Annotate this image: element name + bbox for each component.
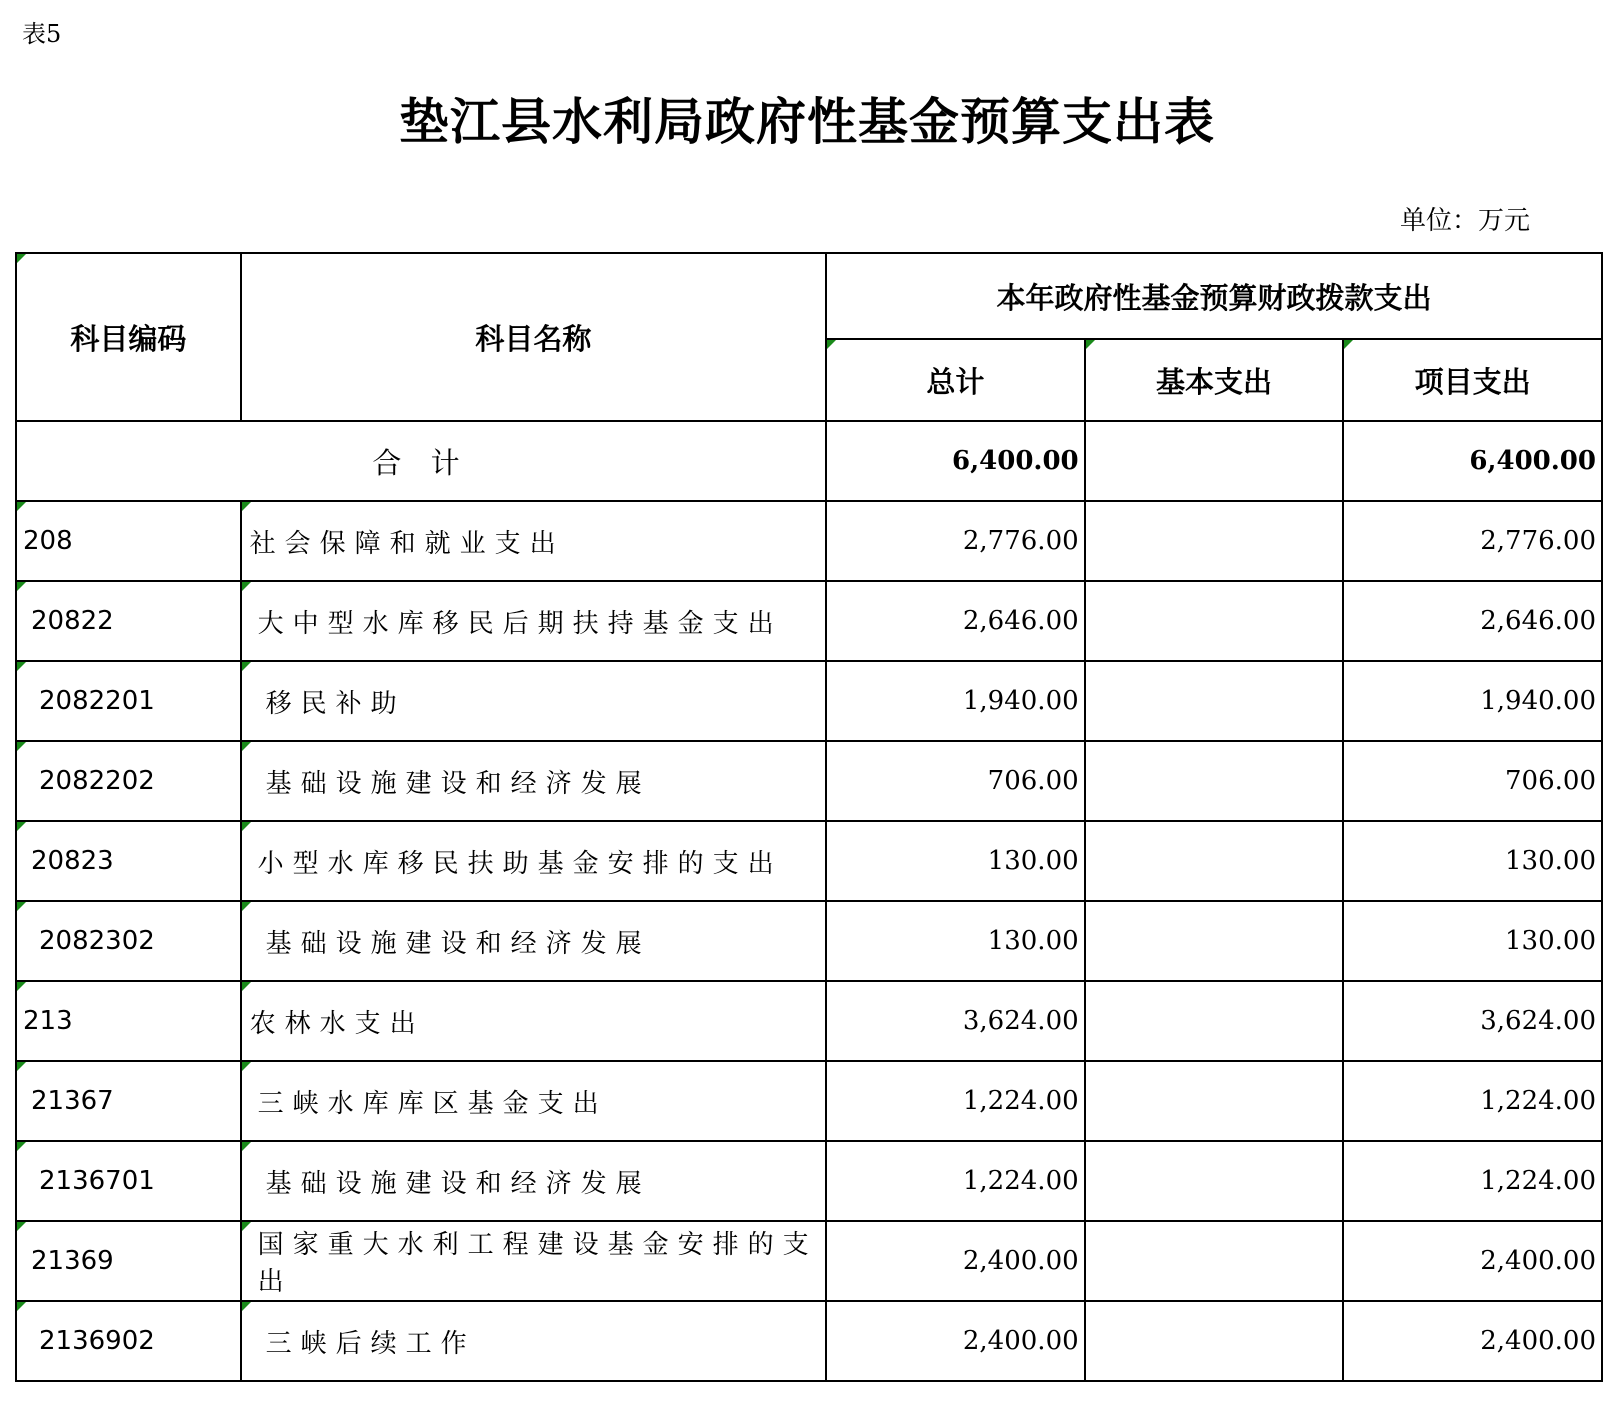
subject-code: 2136902 <box>16 1301 241 1381</box>
table-row <box>16 581 1602 661</box>
amount-total: 706.00 <box>826 741 1085 821</box>
amount-basic <box>1085 501 1344 581</box>
amount-basic <box>1085 981 1344 1061</box>
table-row <box>16 741 1602 821</box>
subject-name: 小型水库移民扶助基金安排的支出 <box>241 821 826 901</box>
subject-name: 基础设施建设和经济发展 <box>241 901 826 981</box>
subject-name: 社会保障和就业支出 <box>241 501 826 581</box>
amount-total: 1,224.00 <box>826 1141 1085 1221</box>
amount-project: 1,940.00 <box>1343 661 1602 741</box>
amount-total: 2,400.00 <box>826 1221 1085 1301</box>
subject-code: 2082302 <box>16 901 241 981</box>
total-label: 合 计 <box>16 421 826 501</box>
amount-project: 3,624.00 <box>1343 981 1602 1061</box>
amount-basic <box>1085 661 1344 741</box>
amount-project: 2,400.00 <box>1343 1301 1602 1381</box>
header-name: 科目名称 <box>241 253 826 421</box>
amount-basic <box>1085 581 1344 661</box>
table-row <box>16 501 1602 581</box>
table-row <box>16 821 1602 901</box>
header-basic: 基本支出 <box>1085 339 1344 421</box>
subject-name: 大中型水库移民后期扶持基金支出 <box>241 581 826 661</box>
amount-total: 2,776.00 <box>826 501 1085 581</box>
amount-total: 2,646.00 <box>826 581 1085 661</box>
table-row <box>16 1141 1602 1221</box>
page-title: 垫江县水利局政府性基金预算支出表 <box>399 92 1215 151</box>
header-group: 本年政府性基金预算财政拨款支出 <box>826 253 1602 339</box>
header-code: 科目编码 <box>16 253 241 421</box>
amount-basic <box>1085 1061 1344 1141</box>
amount-project: 2,646.00 <box>1343 581 1602 661</box>
subject-code: 20822 <box>16 581 241 661</box>
table-row <box>16 901 1602 981</box>
subject-code: 2082201 <box>16 661 241 741</box>
amount-basic <box>1085 901 1344 981</box>
amount-project: 2,400.00 <box>1343 1221 1602 1301</box>
subject-code: 213 <box>16 981 241 1061</box>
header-row <box>16 253 1602 339</box>
total-row <box>16 421 1602 501</box>
subject-name: 农林水支出 <box>241 981 826 1061</box>
table-number: 表5 <box>22 20 62 48</box>
amount-project: 706.00 <box>1343 741 1602 821</box>
amount-basic <box>1085 821 1344 901</box>
amount-total: 1,224.00 <box>826 1061 1085 1141</box>
amount-project: 1,224.00 <box>1343 1141 1602 1221</box>
subject-name: 移民补助 <box>241 661 826 741</box>
total-basic <box>1085 421 1344 501</box>
amount-basic <box>1085 1221 1344 1301</box>
header-project: 项目支出 <box>1343 339 1602 421</box>
subject-name: 三峡水库库区基金支出 <box>241 1061 826 1141</box>
amount-project: 2,776.00 <box>1343 501 1602 581</box>
amount-basic <box>1085 741 1344 821</box>
total-sum: 6,400.00 <box>826 421 1085 501</box>
total-project: 6,400.00 <box>1343 421 1602 501</box>
subject-code: 2136701 <box>16 1141 241 1221</box>
unit-label: 单位：万元 <box>1400 206 1531 236</box>
amount-project: 130.00 <box>1343 901 1602 981</box>
subject-code: 2082202 <box>16 741 241 821</box>
amount-total: 3,624.00 <box>826 981 1085 1061</box>
subject-name: 三峡后续工作 <box>241 1301 826 1381</box>
amount-total: 130.00 <box>826 901 1085 981</box>
subject-code: 21367 <box>16 1061 241 1141</box>
table-row <box>16 661 1602 741</box>
subject-name: 国家重大水利工程建设基金安排的支出 <box>241 1221 826 1301</box>
amount-total: 130.00 <box>826 821 1085 901</box>
budget-table <box>15 252 1603 1382</box>
amount-basic <box>1085 1301 1344 1381</box>
subject-name: 基础设施建设和经济发展 <box>241 741 826 821</box>
amount-basic <box>1085 1141 1344 1221</box>
subject-code: 208 <box>16 501 241 581</box>
amount-project: 1,224.00 <box>1343 1061 1602 1141</box>
header-total: 总计 <box>826 339 1085 421</box>
subject-name: 基础设施建设和经济发展 <box>241 1141 826 1221</box>
table-row <box>16 1221 1602 1301</box>
amount-project: 130.00 <box>1343 821 1602 901</box>
subject-code: 20823 <box>16 821 241 901</box>
table-row <box>16 1301 1602 1381</box>
amount-total: 2,400.00 <box>826 1301 1085 1381</box>
subject-code: 21369 <box>16 1221 241 1301</box>
amount-total: 1,940.00 <box>826 661 1085 741</box>
table-row <box>16 981 1602 1061</box>
table-row <box>16 1061 1602 1141</box>
